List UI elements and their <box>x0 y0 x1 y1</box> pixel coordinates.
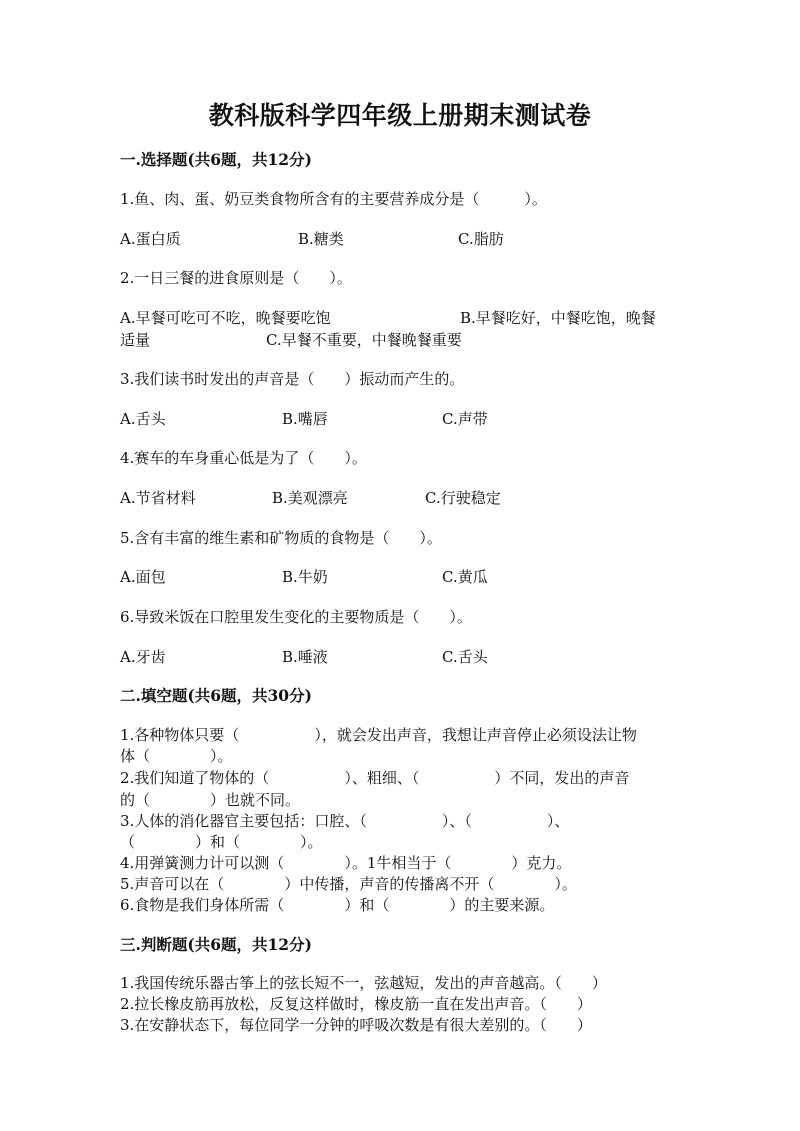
option-b: B.唾液 <box>282 648 328 666</box>
question-stem: 3.我们读书时发出的声音是（ ）振动而产生的。 <box>120 370 465 388</box>
text-line: 2.拉长橡皮筋再放松，反复这样做时，橡皮筋一直在发出声音。（ ） <box>120 995 592 1013</box>
option-c: C.声带 <box>442 410 488 428</box>
option-b: B.早餐吃好，中餐吃饱，晚餐 <box>460 309 656 327</box>
page-title: 教科版科学四年级上册期末测试卷 <box>208 101 592 130</box>
option-a: A.牙齿 <box>120 648 166 666</box>
text-line: 1.我国传统乐器古筝上的弦长短不一，弦越短，发出的声音越高。（ ） <box>120 974 607 992</box>
text-line: 5.声音可以在（ ）中传播，声音的传播离不开（ ）。 <box>120 875 577 893</box>
option-b: B.糖类 <box>298 230 344 248</box>
option-a: A.面包 <box>120 568 166 586</box>
text-line: 6.食物是我们身体所需（ ）和（ ）的主要来源。 <box>120 896 555 914</box>
text-line: 3.人体的消化器官主要包括：口腔、（ ）、（ ）、 <box>120 812 570 830</box>
option-a: A.节省材料 <box>120 489 196 507</box>
text-line: 4.用弹簧测力计可以测（ ）。1牛相当于（ ）克力。 <box>120 854 572 872</box>
option-c: C.早餐不重要，中餐晚餐重要 <box>266 331 462 349</box>
question-stem: 5.含有丰富的维生素和矿物质的食物是（ ）。 <box>120 529 442 547</box>
option-b-continued: 适量 <box>120 331 151 349</box>
option-b: B.嘴唇 <box>282 410 328 428</box>
section-heading-fill-blank: 二.填空题(共6题，共30分) <box>120 686 312 705</box>
option-a: A.早餐可吃可不吃，晚餐要吃饱 <box>120 309 331 327</box>
option-b: B.牛奶 <box>282 568 328 586</box>
text-line: 体（ ）。 <box>120 747 233 765</box>
option-c: C.舌头 <box>442 648 488 666</box>
question-stem: 2.一日三餐的进食原则是（ ）。 <box>120 269 352 287</box>
text-line: 的（ ）也就不同。 <box>120 791 301 809</box>
option-b: B.美观漂亮 <box>272 489 348 507</box>
option-c: C.脂肪 <box>458 230 504 248</box>
text-line: 1.各种物体只要（ ），就会发出声音，我想让声音停止必须设法让物 <box>120 726 637 744</box>
text-line: （ ）和（ ）。 <box>120 833 323 851</box>
text-line: 2.我们知道了物体的（ ）、粗细、（ ）不同，发出的声音 <box>120 769 630 787</box>
question-stem: 1.鱼、肉、蛋、奶豆类食物所含有的主要营养成分是（ ）。 <box>120 190 547 208</box>
question-stem: 6.导致米饭在口腔里发生变化的主要物质是（ ）。 <box>120 608 472 626</box>
question-stem: 4.赛车的车身重心低是为了（ ）。 <box>120 449 367 467</box>
text-line: 3.在安静状态下，每位同学一分钟的呼吸次数是有很大差别的。（ ） <box>120 1016 592 1034</box>
option-a: A.蛋白质 <box>120 230 181 248</box>
section-heading-true-false: 三.判断题(共6题，共12分) <box>120 935 312 954</box>
option-a: A.舌头 <box>120 410 166 428</box>
option-c: C.黄瓜 <box>442 568 488 586</box>
section-heading-choice: 一.选择题(共6题，共12分) <box>120 150 312 169</box>
option-c: C.行驶稳定 <box>425 489 501 507</box>
